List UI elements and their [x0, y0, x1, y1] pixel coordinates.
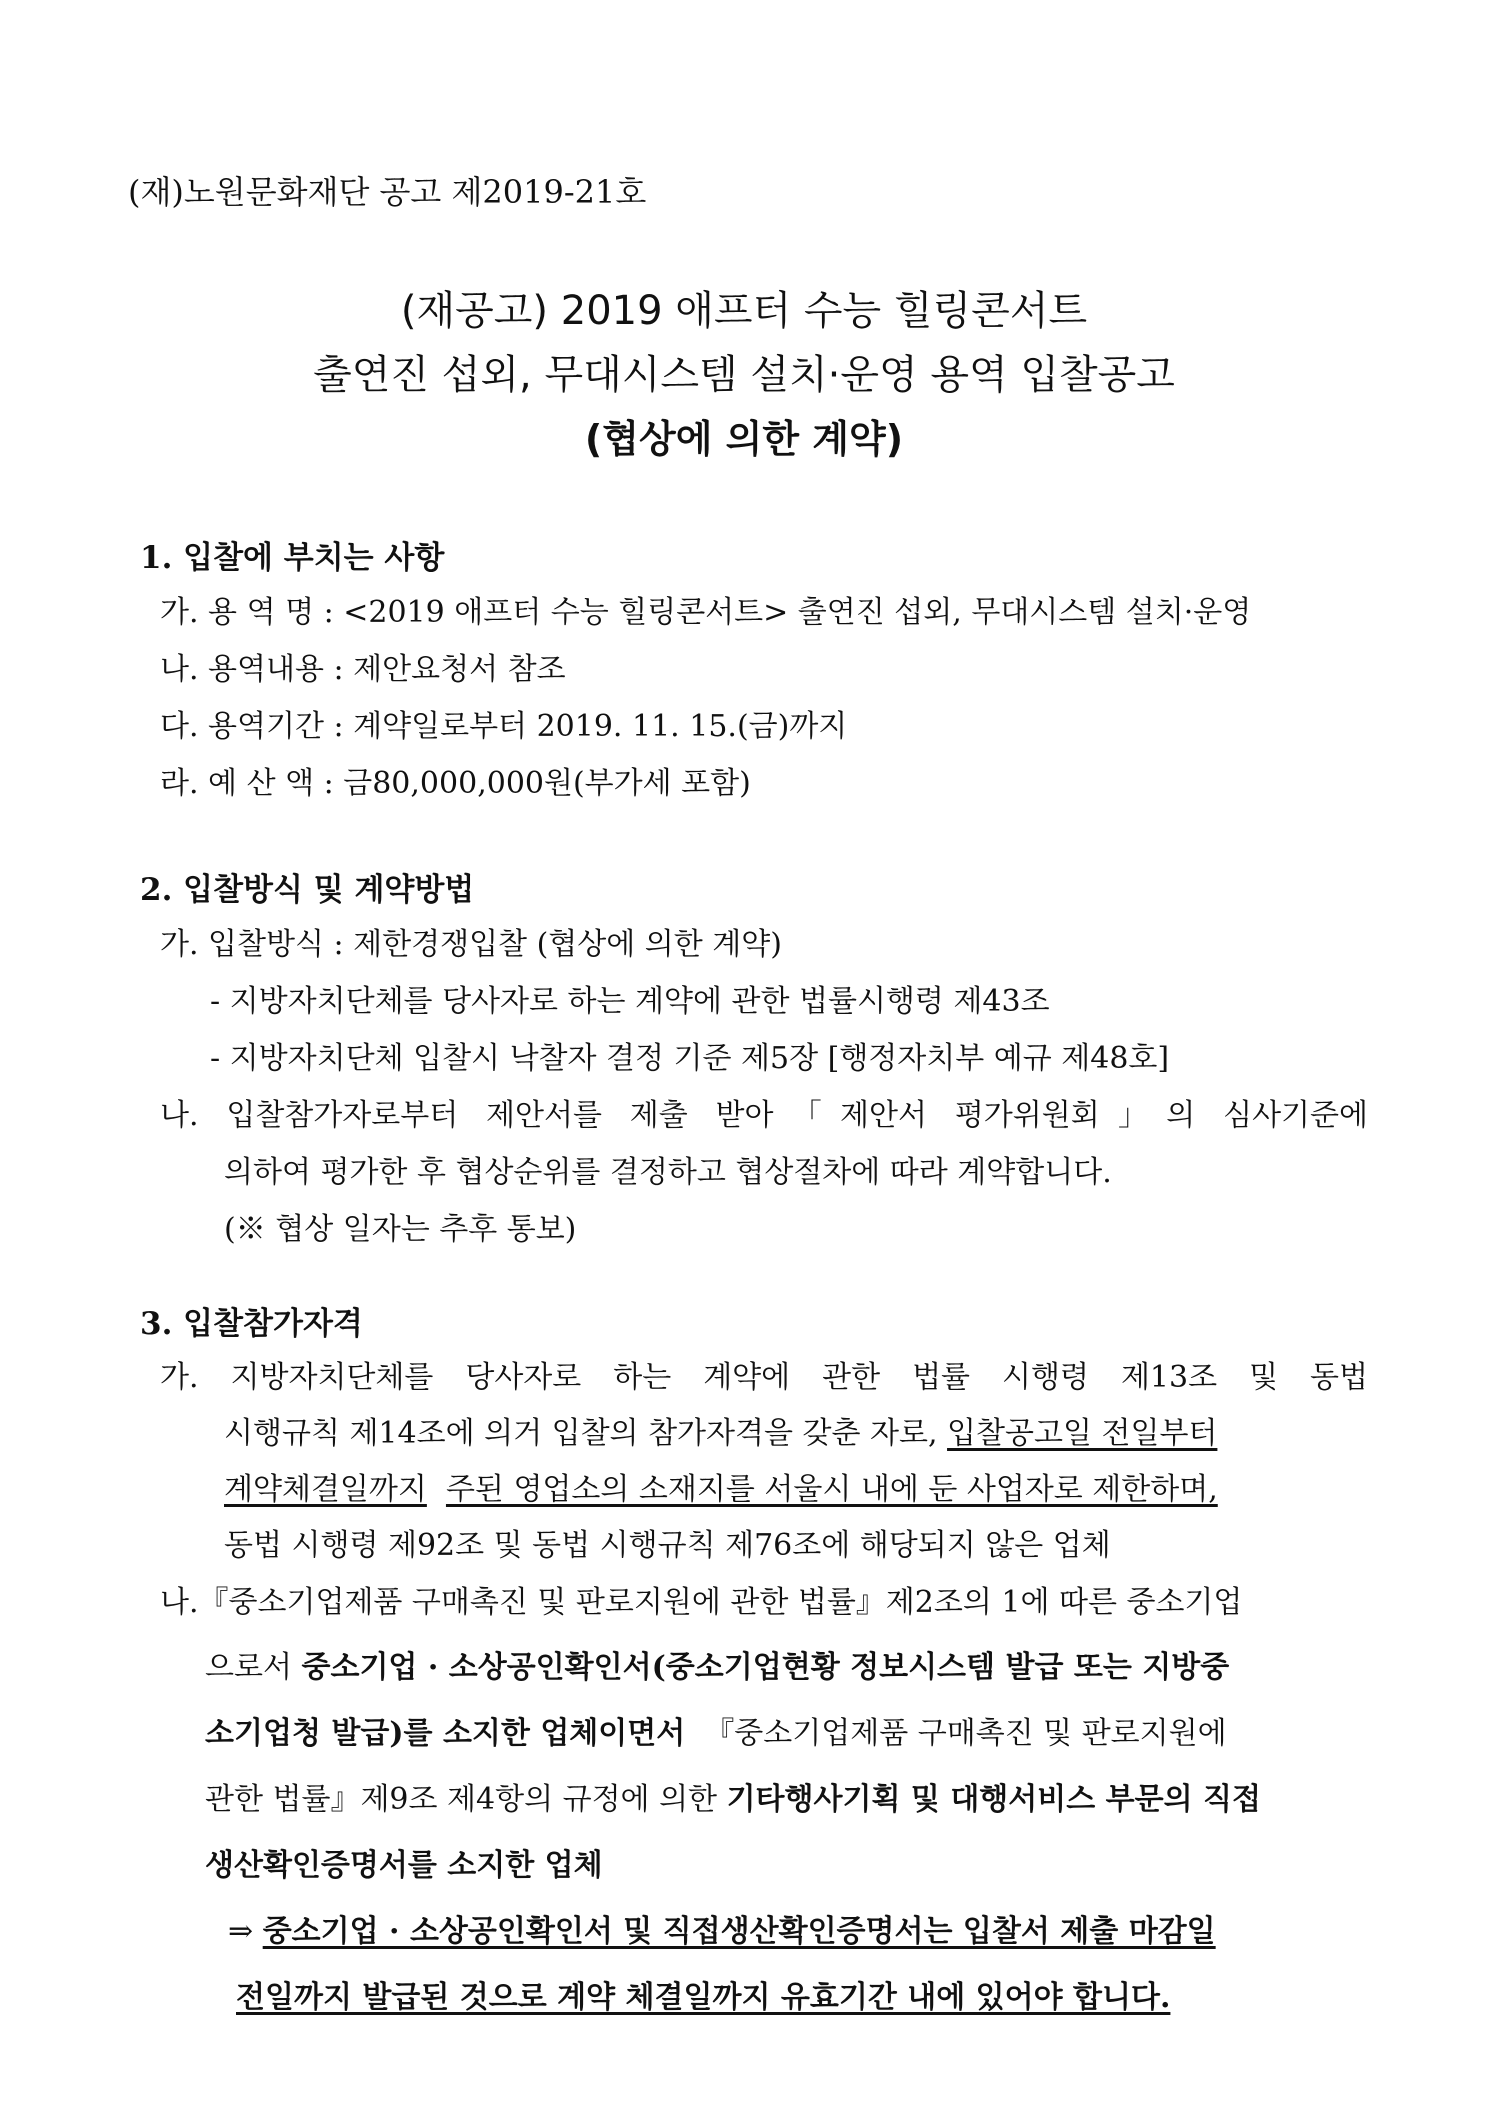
section-3-b-line-4-bold: 기타행사기획 및 대행서비스 부문의 직접 [726, 1782, 1262, 1817]
title-line-1: (재공고) 2019 애프터 수능 힐링콘서트 [400, 288, 1088, 334]
section-3-b-line-2-bold: 중소기업 · 소상공인확인서(중소기업현황 정보시스템 발급 또는 지방중 [301, 1650, 1230, 1685]
section-3-item-a-line-2 [224, 1414, 1217, 1454]
notice-number: (재)노원문화재단 공고 제2019-21호 [128, 173, 647, 211]
section-3-item-a-line-4: 동법 시행령 제92조 및 동법 시행규칙 제76조에 해당되지 않은 업체 [224, 1528, 1111, 1563]
section-2-bullet-2: - 지방자치단체 입찰시 낙찰자 결정 기준 제5장 [행정자치부 예규 제48호] [210, 1041, 1170, 1076]
section-3-arrow-text-1: 중소기업 · 소상공인확인서 및 직접생산확인증명서는 입찰서 제출 마감일 [262, 1914, 1216, 1949]
section-1-item-b: 나. 용역내용 : 제안요청서 참조 [160, 652, 566, 687]
section-1-heading: 1. 입찰에 부치는 사항 [140, 540, 445, 576]
section-3-item-b-line-4 [205, 1780, 1261, 1820]
section-3-a-line-2-text: 시행규칙 제14조에 의거 입찰의 참가자격을 갖춘 자로, [224, 1416, 948, 1451]
section-3-b-line-4-text: 관한 법률』제9조 제4항의 규정에 의한 [205, 1782, 727, 1817]
section-3-b-line-3-text: 『중소기업제품 구매촉진 및 판로지원에 [704, 1716, 1227, 1751]
section-3-arrow-line-1 [228, 1912, 1216, 1952]
section-3-item-b-line-2 [205, 1648, 1229, 1688]
section-2-item-a: 가. 입찰방식 : 제한경쟁입찰 (협상에 의한 계약) [160, 927, 782, 962]
section-3-item-b-line-1: 나.『중소기업제품 구매촉진 및 판로지원에 관한 법률』제2조의 1에 따른 중소기업 [160, 1585, 1243, 1620]
section-3-b-line-3-bold: 소기업청 발급)를 소지한 업체이면서 [205, 1716, 686, 1751]
section-3-b-line-2-text: 으로서 [205, 1650, 302, 1685]
section-2-heading: 2. 입찰방식 및 계약방법 [140, 872, 475, 908]
section-3-item-a-line-1: 가. 지방자치단체를 당사자로 하는 계약에 관한 법률 시행령 제13조 및 동법 [160, 1360, 1368, 1395]
section-2-bullet-1: - 지방자치단체를 당사자로 하는 계약에 관한 법률시행령 제43조 [210, 984, 1050, 1019]
section-2-item-b-line-1: 나. 입찰참가자로부터 제안서를 제출 받아「제안서 평가위원회」의 심사기준에 [160, 1098, 1368, 1133]
section-3-heading: 3. 입찰참가자격 [140, 1306, 363, 1342]
arrow-icon: ⇒ [228, 1914, 263, 1949]
title-line-2: 출연진 섭외, 무대시스템 설치·운영 용역 입찰공고 [313, 352, 1175, 398]
section-1-item-c: 다. 용역기간 : 계약일로부터 2019. 11. 15.(금)까지 [160, 709, 848, 744]
section-3-item-b-line-3 [205, 1714, 1227, 1754]
section-1-item-a: 가. 용 역 명 : <2019 애프터 수능 힐링콘서트> 출연진 섭외, 무대시스템 설치·운영 [160, 595, 1252, 630]
section-3-item-b-line-5: 생산확인증명서를 소지한 업체 [205, 1848, 603, 1883]
section-2-note: (※ 협상 일자는 추후 통보) [224, 1212, 577, 1247]
section-2-item-b-line-2: 의하여 평가한 후 협상순위를 결정하고 협상절차에 따라 계약합니다. [224, 1155, 1112, 1190]
section-3-arrow-line-2: 전일까지 발급된 것으로 계약 체결일까지 유효기간 내에 있어야 합니다. [236, 1980, 1171, 2015]
section-3-item-a-line-3 [224, 1470, 1218, 1510]
section-1-item-d: 라. 예 산 액 : 금80,000,000원(부가세 포함) [160, 766, 751, 801]
section-3-a-line-3-underlined-1: 계약체결일까지 [224, 1472, 427, 1507]
section-3-a-line-2-underlined: 입찰공고일 전일부터 [947, 1416, 1218, 1451]
section-3-a-line-3-underlined-2: 주된 영업소의 소재지를 서울시 내에 둔 사업자로 제한하며, [445, 1472, 1218, 1507]
title-line-3: (협상에 의한 계약) [584, 417, 904, 461]
